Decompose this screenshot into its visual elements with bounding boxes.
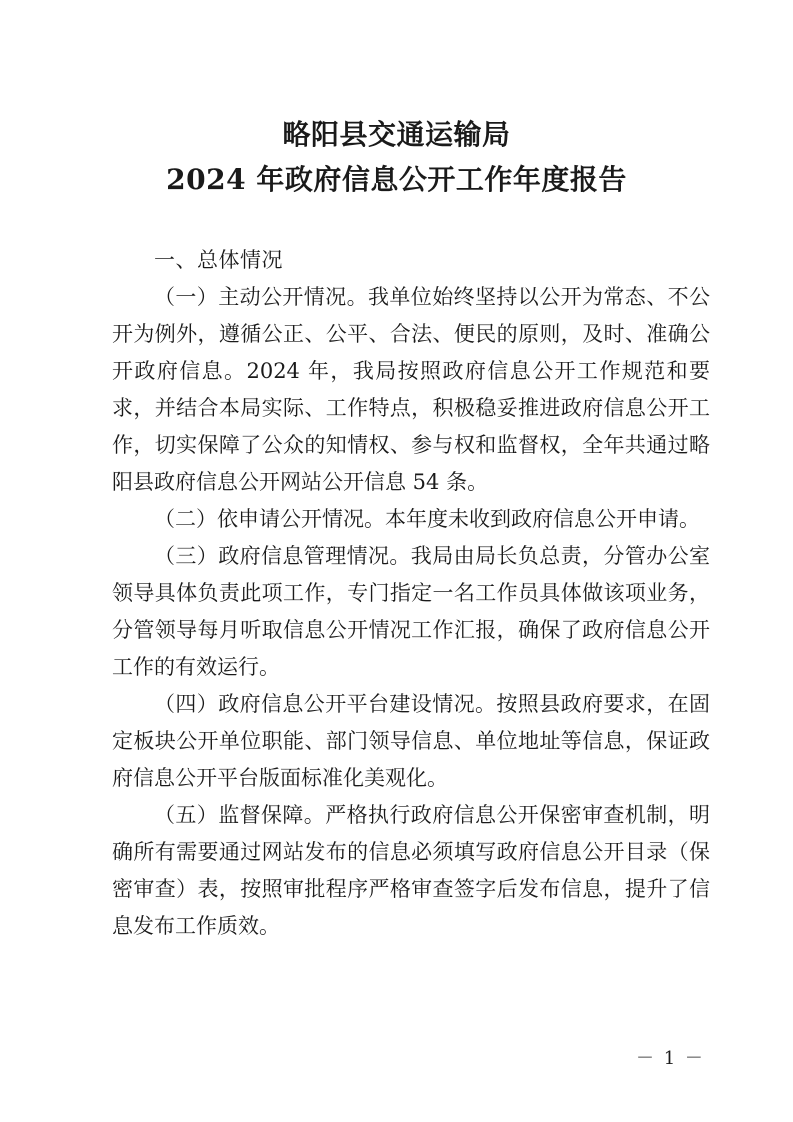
paragraph-platform-construction: （四）政府信息公开平台建设情况。按照县政府要求，在固定板块公开单位职能、部门领导信息、单位地址等信息，保证政府信息公开平台版面标准化美观化。 xyxy=(112,692,710,790)
paragraph-proactive-disclosure: （一）主动公开情况。我单位始终坚持以公开为常态、不公开为例外，遵循公正、公平、合法、便民的原则，及时、准确公开政府信息。2024 年，我局按照政府信息公开工作规范和要求，并结合本局实际、工作特点，积极稳妥推进政府信息公开工作，切实保障了公众的知情权、参与权和监督权，全年共通过略阳县政府信息公开网站公开信息 54 条。 xyxy=(112,285,710,494)
paragraph-request-disclosure: （二）依申请公开情况。本年度未收到政府信息公开申请。 xyxy=(154,507,700,531)
paragraph-supervision: （五）监督保障。严格执行政府信息公开保密审查机制，明确所有需要通过网站发布的信息必须填写政府信息公开目录（保密审查）表，按照审批程序严格审查签字后发布信息，提升了信息发布工作质效。 xyxy=(112,803,710,938)
page-number: － 1 － xyxy=(636,1048,705,1069)
report-body xyxy=(112,242,710,945)
section-heading: 一、总体情况 xyxy=(154,248,283,272)
report-title-line2: 2024 年政府信息公开工作年度报告 xyxy=(166,163,627,196)
report-title-line1: 略阳县交通运输局 xyxy=(282,118,511,151)
paragraph-information-management: （三）政府信息管理情况。我局由局长负总责，分管办公室领导具体负责此项工作，专门指定一名工作员具体做该项业务，分管领导每月听取信息公开情况工作汇报，确保了政府信息公开工作的有效运行。 xyxy=(112,544,710,679)
